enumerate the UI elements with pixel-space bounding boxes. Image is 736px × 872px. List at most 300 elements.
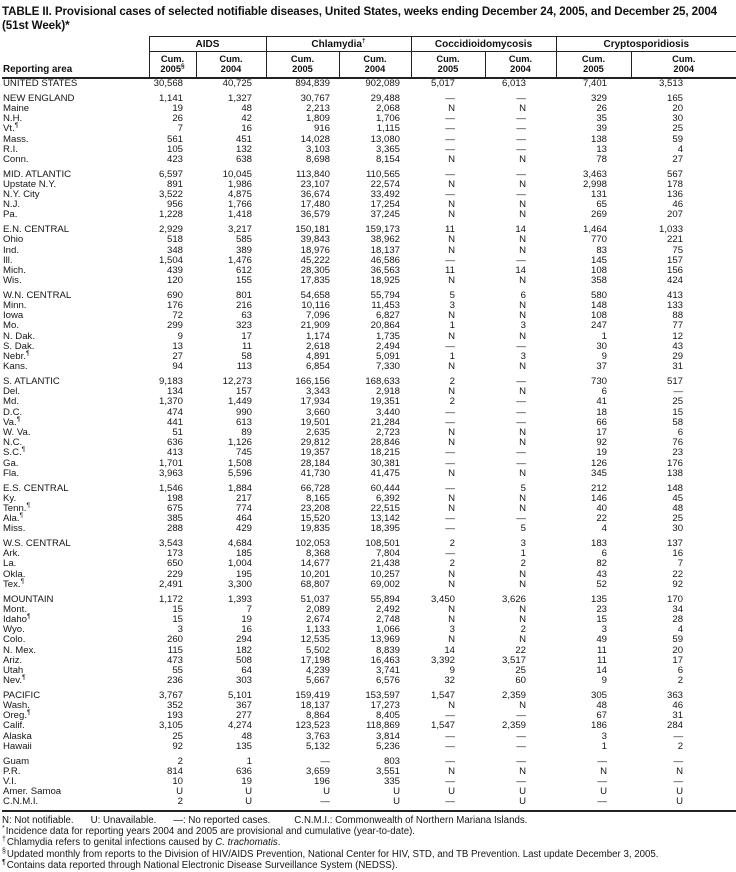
cell: 8,864 (305, 710, 330, 722)
cell: 5,667 (305, 675, 330, 687)
cell: N (448, 330, 456, 342)
cell: 30 (672, 523, 684, 535)
cell: N (600, 765, 608, 777)
cell: 31 (672, 710, 684, 722)
cell: 3,392 (431, 654, 456, 666)
cell: 1 (246, 755, 252, 767)
cell: 23,107 (300, 178, 330, 190)
reporting-area-v-i: V.I. (3, 776, 17, 787)
cell: 37,245 (370, 209, 401, 221)
cell: 23 (672, 447, 684, 459)
cell: N (519, 603, 527, 615)
cell: 11 (597, 644, 608, 656)
cell: 38,962 (370, 234, 401, 246)
cell: 92 (596, 437, 608, 449)
cell: 7,330 (376, 361, 401, 373)
cell: 9 (601, 351, 608, 363)
cell: 4 (677, 143, 684, 155)
cell: 3 (449, 624, 456, 636)
cell: 902,089 (365, 78, 401, 89)
superscript-marker: ¶ (26, 501, 30, 509)
table-row (2, 656, 736, 666)
footnotes (2, 812, 736, 872)
cell: 26 (172, 113, 183, 125)
cell: 8,839 (376, 644, 401, 656)
cell: 6,597 (158, 168, 183, 180)
column-group-row (2, 37, 736, 52)
cell: 21,284 (370, 416, 401, 428)
cell: 120 (166, 275, 183, 287)
cell: 801 (235, 289, 252, 301)
reporting-area-new-england: NEW ENGLAND (3, 92, 75, 104)
cell: 5 (520, 523, 527, 535)
cell: 439 (166, 264, 183, 276)
cell: N (519, 330, 527, 342)
cell: — (516, 113, 527, 125)
cell: 367 (235, 700, 252, 712)
cell: 102,053 (295, 538, 330, 550)
cell: 134 (166, 386, 183, 398)
table-row (2, 387, 736, 397)
cell: 159,173 (365, 224, 401, 236)
reporting-area-fla: Fla. (3, 467, 19, 479)
cell: 20 (672, 102, 684, 114)
table-row (2, 742, 736, 752)
cell: 229 (166, 568, 183, 580)
table-row (2, 352, 736, 362)
superscript-marker: † (361, 37, 366, 45)
table-row (2, 570, 736, 580)
cell: 113,840 (296, 168, 330, 180)
cell: 45,222 (300, 254, 330, 266)
cell: 13,142 (370, 513, 401, 525)
reporting-area-mid-atlantic: MID. ATLANTIC (3, 168, 72, 180)
cell: 451 (235, 133, 252, 145)
table-body (2, 78, 736, 808)
cell: N (448, 492, 456, 504)
cell: 135 (591, 593, 608, 605)
cell: 6 (601, 548, 608, 560)
cell: 2,674 (305, 613, 330, 625)
table-header (2, 37, 736, 79)
cell: — (516, 396, 527, 408)
cell: 52 (596, 578, 608, 590)
cell: 247 (591, 320, 608, 332)
cell: 10,045 (222, 168, 252, 180)
reporting-area-ariz: Ariz. (3, 654, 23, 666)
cell: N (519, 427, 527, 438)
cell: 5 (449, 289, 456, 301)
cell: 16 (672, 548, 684, 560)
cell: N (519, 209, 527, 221)
cell: N (448, 102, 456, 114)
cell: 429 (235, 523, 252, 535)
cell: 36,563 (370, 264, 401, 276)
cell: 3,440 (376, 406, 401, 418)
cell: 260 (166, 634, 183, 646)
table-row (2, 494, 736, 504)
cell: — (516, 730, 527, 742)
cell: U (519, 786, 527, 798)
cell: — (516, 92, 527, 104)
cell: 15 (172, 613, 183, 625)
cell: 236 (166, 675, 183, 687)
cell: 3,217 (227, 224, 252, 236)
table-row (2, 676, 736, 686)
table-row (2, 701, 736, 711)
cell: 30 (596, 340, 608, 352)
section-header-row (2, 225, 736, 235)
cell: N (448, 603, 456, 615)
footnote-3: ¶Contains data reported through National Electronic Disease Surveillance System (NEDSS). (2, 859, 398, 872)
reporting-area-w-n-central: W.N. CENTRAL (3, 289, 72, 301)
cell: — (516, 776, 527, 787)
cell: 1,133 (305, 624, 330, 636)
cell: — (445, 406, 456, 418)
reporting-area-tex: Tex.¶ (3, 577, 25, 590)
cell: — (516, 740, 527, 752)
cell: 92 (172, 740, 183, 752)
reporting-area-wis: Wis. (3, 275, 22, 287)
cell: 3 (449, 300, 456, 312)
cell: 3,343 (305, 386, 330, 398)
cell: 193 (166, 710, 183, 722)
cell: 5,091 (376, 351, 401, 363)
cell: 3,450 (431, 593, 456, 605)
cell: 2 (449, 538, 456, 550)
cell: 198 (166, 492, 183, 504)
cell: 30,568 (153, 78, 183, 89)
cell: 36,579 (300, 209, 330, 221)
cell: — (445, 710, 456, 722)
cell: 2,068 (376, 102, 401, 114)
notifiable-diseases-table (2, 36, 736, 808)
legend-row (2, 815, 734, 826)
cell: 170 (667, 593, 684, 605)
cell: 4 (601, 523, 608, 535)
cell: 27 (172, 351, 183, 363)
table-row (2, 321, 736, 331)
cell: 19 (241, 776, 252, 787)
cell: 150,181 (295, 224, 330, 236)
cell: 1,504 (158, 254, 183, 266)
cell: 17 (672, 654, 684, 666)
cell: 148 (591, 300, 608, 312)
cell: 66 (596, 416, 608, 428)
superscript-marker: ¶ (19, 511, 24, 519)
cell: 423 (166, 153, 183, 165)
cell: U (676, 786, 684, 798)
cell: 33,492 (370, 189, 401, 201)
cell: — (445, 254, 456, 266)
reporting-area-colo: Colo. (3, 634, 26, 646)
cell: N (519, 153, 527, 165)
cell: — (516, 133, 527, 145)
cell: 10,257 (370, 568, 401, 580)
cell: N (519, 568, 527, 580)
legend-item-1: U: Unavailable. (90, 814, 157, 826)
reporting-area-amer-samoa: Amer. Samoa (3, 786, 62, 798)
cell: 1 (601, 740, 608, 752)
cell: 335 (384, 776, 401, 787)
reporting-area-n-h: N.H. (3, 113, 23, 125)
cell: 153,597 (365, 689, 401, 701)
cell: U (245, 786, 252, 798)
table-row (2, 276, 736, 286)
cell: N (448, 467, 456, 479)
superscript-marker: ¶ (20, 577, 25, 585)
cell: 3,365 (376, 143, 401, 155)
cell: 4 (677, 624, 684, 636)
reporting-area-ill: Ill. (3, 254, 13, 266)
cell: 48 (672, 502, 684, 514)
table-title-line2: (51st Week)* (2, 18, 70, 32)
cell: U (519, 796, 527, 808)
cell: — (445, 133, 456, 145)
cell: 17,198 (300, 654, 330, 666)
cell: 173 (166, 548, 183, 560)
cell: 166,156 (295, 375, 330, 387)
cell: 3,522 (158, 189, 183, 201)
cell: N (519, 765, 527, 777)
cell: 15 (172, 603, 183, 615)
reporting-area-nev: Nev.¶ (3, 673, 26, 687)
cell: 4,274 (227, 720, 252, 732)
cell: 8,698 (305, 153, 330, 165)
cell: 7,804 (376, 548, 401, 560)
cell: 105 (166, 143, 183, 155)
cell: 363 (667, 689, 684, 701)
cell: 352 (166, 700, 183, 712)
table-row (2, 210, 736, 220)
cell: 28,846 (370, 437, 401, 449)
reporting-area-md: Md. (3, 396, 19, 408)
cell: 12,273 (222, 375, 252, 387)
reporting-area-vt: Vt.¶ (3, 122, 19, 135)
cell: N (519, 578, 527, 590)
cell: U (393, 786, 401, 798)
table-row (2, 580, 736, 590)
cell: 39 (596, 123, 608, 135)
cell: 8,154 (376, 153, 401, 165)
reporting-area-c-n-m-i: C.N.M.I. (3, 796, 39, 808)
footnote-1: †Chlamydia refers to genital infections caused by C. trachomatis. (2, 836, 281, 849)
cell: 474 (166, 406, 183, 418)
cell: 803 (384, 755, 401, 767)
cell: 1,370 (158, 396, 183, 408)
cell: — (516, 513, 527, 525)
cell: 1,033 (659, 224, 684, 236)
cell: N (448, 386, 456, 398)
cell: 2,494 (376, 340, 401, 352)
cell: 136 (667, 189, 684, 201)
cell: N (448, 209, 456, 221)
table-row (2, 428, 736, 438)
cell: U (176, 786, 183, 798)
cell: 13,969 (370, 634, 401, 646)
cell: 323 (235, 320, 252, 332)
cell: N (448, 578, 456, 590)
superscript-marker: ¶ (25, 349, 30, 357)
cell: 25 (515, 664, 527, 676)
cell: N (448, 199, 456, 211)
cell: 157 (235, 386, 252, 398)
column-group-aids: AIDS (149, 37, 266, 52)
cell: 19 (241, 613, 252, 625)
cell: 4,684 (227, 538, 252, 550)
reporting-area-ind: Ind. (3, 244, 20, 256)
table-row (2, 549, 736, 559)
cell: 1,327 (227, 92, 252, 104)
cell: 63 (241, 310, 252, 322)
cell: — (445, 730, 456, 742)
table-row (2, 78, 736, 89)
section-header-row (2, 94, 736, 104)
table-row (2, 646, 736, 656)
cell: 18 (596, 406, 608, 418)
cell: — (445, 457, 456, 469)
reporting-area-calif: Calif. (3, 720, 25, 732)
cell: 75 (672, 244, 684, 256)
cell: — (445, 548, 456, 560)
cell: 16 (241, 624, 252, 636)
table-row (2, 666, 736, 676)
cell: 32 (444, 675, 456, 687)
cell: 48 (241, 730, 252, 742)
legend-item-3: C.N.M.I.: Commonwealth of Northern Mariana Islands. (294, 814, 528, 826)
cell: 10 (172, 776, 183, 787)
cell: N (448, 502, 456, 514)
cell: 137 (667, 538, 684, 550)
cell: 814 (166, 765, 183, 777)
superscript-marker: ¶ (22, 673, 26, 681)
cell: 40,725 (222, 78, 252, 89)
superscript-marker: ¶ (27, 612, 31, 620)
cell: 182 (235, 644, 252, 656)
cell: — (516, 447, 527, 459)
cell: — (516, 710, 527, 722)
cell: 6 (677, 427, 684, 438)
cell: 613 (235, 416, 252, 428)
table-row (2, 615, 736, 625)
reporting-area-header: Reporting area (2, 52, 149, 79)
cell: — (445, 755, 456, 767)
cell: 7 (677, 558, 684, 570)
cell: 22 (596, 513, 608, 525)
cell: — (445, 447, 456, 459)
table-row (2, 301, 736, 311)
cell: 196 (313, 776, 330, 787)
cell: — (320, 755, 330, 767)
cell: 48 (241, 102, 252, 114)
cell: 329 (591, 92, 608, 104)
cell: — (445, 482, 456, 494)
table-row (2, 469, 736, 479)
cell: 3,463 (583, 168, 608, 180)
reporting-area-e-s-central: E.S. CENTRAL (3, 482, 69, 494)
reporting-area-mo: Mo. (3, 320, 19, 332)
table-row (2, 190, 736, 200)
cell: 508 (235, 654, 252, 666)
table-row (2, 787, 736, 797)
cell: U (600, 786, 608, 798)
cell: 21,438 (370, 558, 401, 570)
cell: 3,517 (502, 654, 527, 666)
cell: 2,929 (158, 224, 183, 236)
cell: N (519, 178, 527, 190)
section-header-row (2, 595, 736, 605)
cell: N (519, 502, 527, 514)
cell: 3 (177, 624, 183, 636)
cell: 15 (596, 613, 608, 625)
cell: 3,551 (376, 765, 401, 777)
table-row (2, 114, 736, 124)
cell: 34 (672, 603, 684, 615)
column-header-coccidioidomycosis-2004: Cum. 2004 (485, 52, 556, 79)
cell: 1,449 (227, 396, 252, 408)
footnote-marker: ¶ (2, 859, 6, 866)
table-row (2, 104, 736, 114)
cell: 2,918 (376, 386, 401, 398)
cell: — (445, 168, 456, 180)
table-row (2, 732, 736, 742)
cell: 48 (596, 700, 608, 712)
cell: N (448, 244, 456, 256)
cell: 59 (672, 634, 684, 646)
cell: 17,835 (300, 275, 330, 287)
cell: U (323, 786, 330, 798)
cell: N (519, 613, 527, 625)
cell: 2,213 (305, 102, 330, 114)
table-row (2, 448, 736, 458)
cell: 217 (235, 492, 252, 504)
cell: — (516, 755, 527, 767)
cell: 730 (591, 375, 608, 387)
cell: 66,728 (300, 482, 330, 494)
cell: 216 (235, 300, 252, 312)
cell: 69,002 (370, 578, 401, 590)
cell: 9 (601, 675, 608, 687)
superscript-marker: ¶ (16, 415, 21, 423)
reporting-area-wash: Wash. (3, 700, 30, 712)
reporting-area-n-dak: N. Dak. (3, 330, 35, 342)
cell: 133 (667, 300, 684, 312)
reporting-area-mich: Mich. (3, 264, 26, 276)
cell: 72 (172, 310, 183, 322)
cell: 424 (667, 275, 684, 287)
cell: 1,986 (227, 178, 252, 190)
cell: 9 (449, 664, 456, 676)
cell: 1,701 (158, 457, 183, 469)
cell: 165 (667, 92, 684, 104)
cell: 358 (591, 275, 608, 287)
cell: 28 (672, 613, 684, 625)
table-row (2, 397, 736, 407)
cell: 2 (520, 624, 527, 636)
cell: 115 (167, 644, 183, 656)
cell: 126 (591, 457, 608, 469)
legend-item-2: —: No reported cases. (173, 814, 271, 826)
cell: 894,839 (295, 78, 330, 89)
table-row (2, 266, 736, 276)
reporting-area-r-i: R.I. (3, 143, 18, 155)
cell: 990 (235, 406, 252, 418)
cell: 14 (515, 264, 527, 276)
table-row (2, 767, 736, 777)
reporting-area-mont: Mont. (3, 603, 27, 615)
cell: 3,963 (158, 467, 183, 479)
cell: 155 (235, 275, 252, 287)
